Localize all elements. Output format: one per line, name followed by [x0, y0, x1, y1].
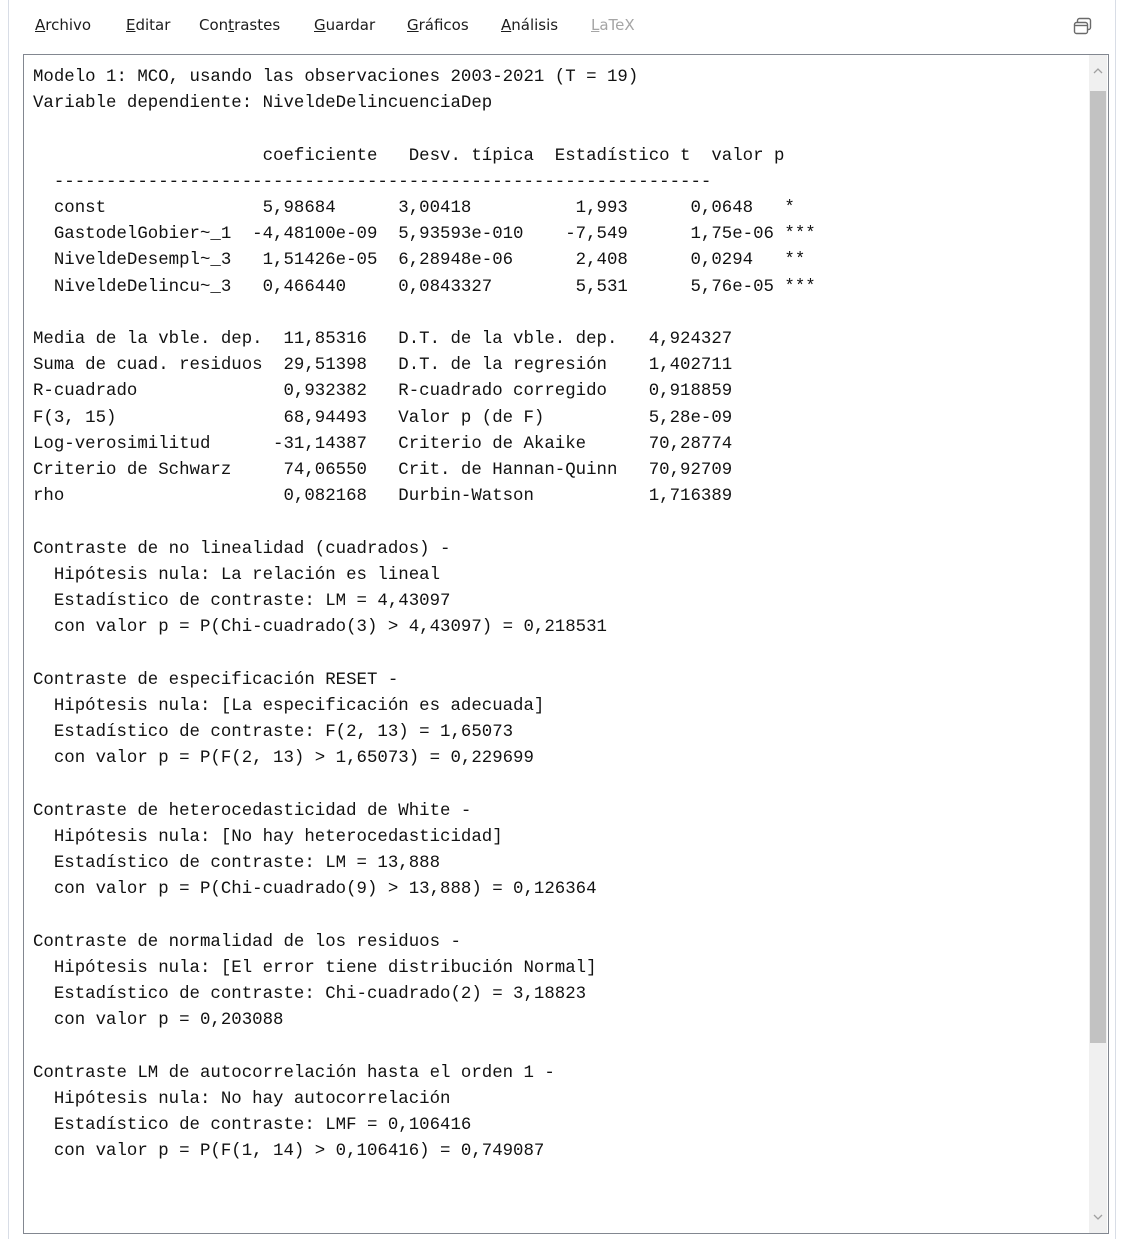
menu-latex[interactable]: LaTeX: [591, 16, 635, 34]
menu-analisis[interactable]: Análisis: [501, 16, 559, 34]
vertical-scrollbar[interactable]: [1089, 55, 1107, 1233]
menu-archivo[interactable]: Archivo: [35, 16, 92, 34]
model-output-text: Modelo 1: MCO, usando las observaciones 2003-2021 (T = 19) Variable dependiente: NiveldeDelincuenciaDep coeficiente Desv. típica Estadístico t valor p --------------------------------------------------------------- const 5,98684 3,00418 1,993 0,0648 * GastodelGobier~_1 -4,48100e-09 5,93593e-010 -7,549 1,75e-06 *** NiveldeDesempl~_3 1,51426e-05 6,28948e-06 2,408 0,0294 ** NiveldeDelincu~_3 0,466440 0,0843327 5,531 5,76e-05 *** Media de la vble. dep. 11,85316 D.T. de la vble. dep. 4,924327 Suma de cuad. residuos 29,51398 D.T. de la regresión 1,402711 R-cuadrado 0,932382 R-cuadrado corregido 0,918859 F(3, 15) 68,94493 Valor p (de F) 5,28e-09 Log-verosimilitud -31,14387 Criterio de Akaike 70,28774 Criterio de Schwarz 74,06550 Crit. de Hannan-Quinn 70,92709 rho 0,082168 Durbin-Watson 1,716389 Contraste de no linealidad (cuadrados) - Hipótesis nula: La relación es lineal Estadístico de contraste: LM = 4,43097 con valor p = P(Chi-cuadrado(3) > 4,43097) = 0,218531 Contraste de especificación RESET - Hipótesis nula: [La especificación es adecuada] Estadístico de contraste: F(2, 13) = 1,65073 con valor p = P(F(2, 13) > 1,65073) = 0,229699 Contraste de heterocedasticidad de White - Hipótesis nula: [No hay heterocedasticidad] Estadístico de contraste: LM = 13,888 con valor p = P(Chi-cuadrado(9) > 13,888) = 0,126364 Contraste de normalidad de los residuos - Hipótesis nula: [El error tiene distribución Normal] Estadístico de contraste: Chi-cuadrado(2) = 3,18823 con valor p = 0,203088 Contraste LM de autocorrelación hasta el orden 1 - Hipótesis nula: No hay autocorrelación Estadístico de contraste: LMF = 0,106416 con valor p = P(F(1, 14) > 0,106416) = 0,749087: [33, 68, 816, 1162]
scroll-up-arrow-icon[interactable]: [1089, 61, 1107, 81]
menu-graficos[interactable]: Gráficos: [407, 16, 469, 34]
gretl-output-window: [8, 0, 1116, 1239]
scroll-thumb[interactable]: [1090, 91, 1106, 1043]
menu-editar[interactable]: Editar: [126, 16, 171, 34]
output-text-area[interactable]: [23, 54, 1109, 1234]
scroll-down-arrow-icon[interactable]: [1089, 1207, 1107, 1227]
window-restore-icon[interactable]: [1071, 14, 1095, 38]
menu-guardar[interactable]: Guardar: [314, 16, 376, 34]
menu-bar: [9, 0, 1115, 52]
menu-contrastes[interactable]: Contrastes: [199, 16, 281, 34]
